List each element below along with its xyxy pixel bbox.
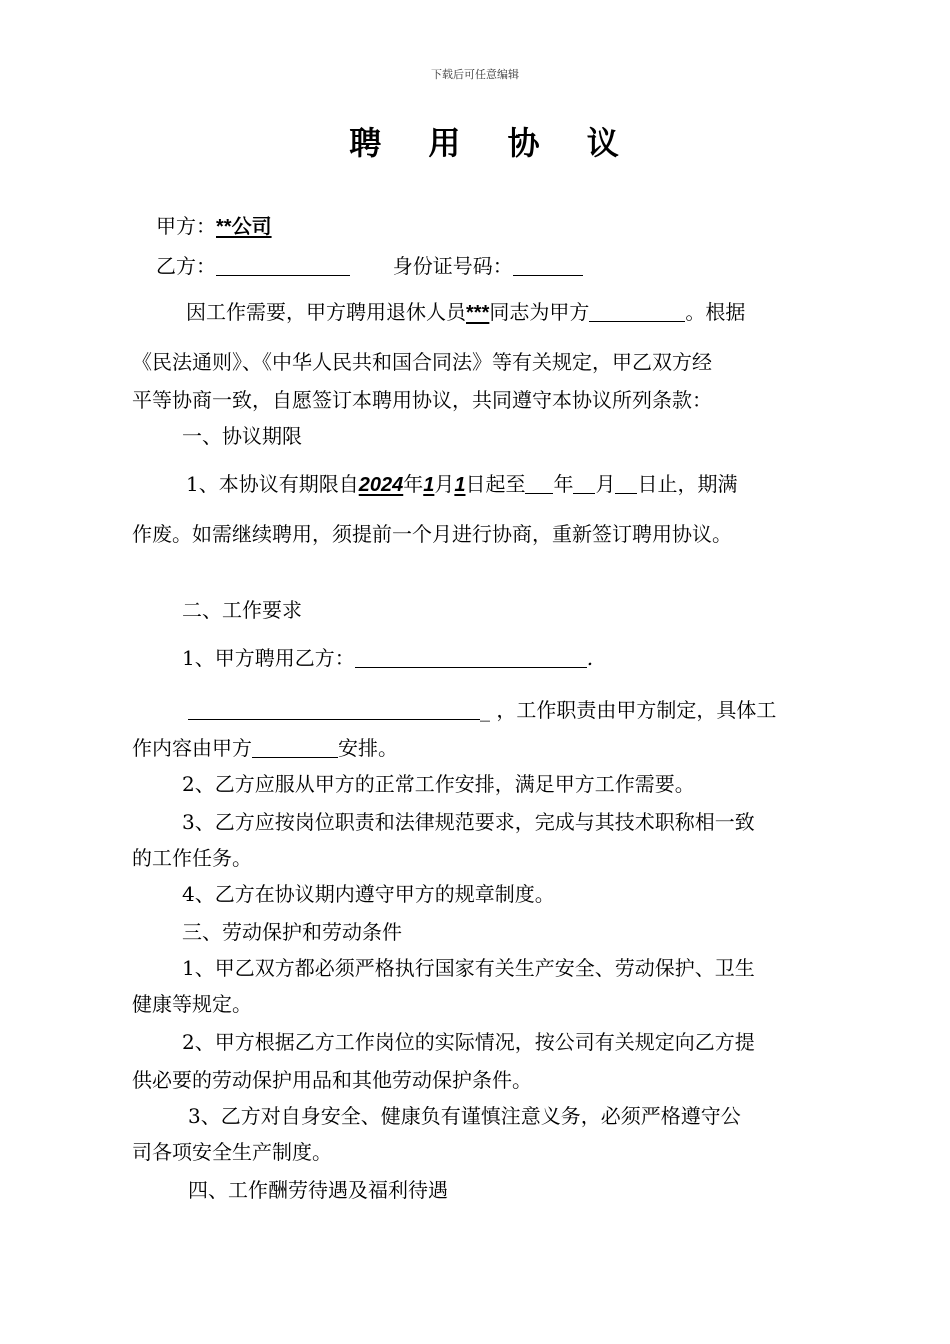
hire-line-3	[132, 734, 398, 762]
term-line-1	[186, 470, 737, 499]
hire-position-blank	[355, 647, 587, 668]
sec3-item-3-line-1: 3、乙方对自身安全、健康负有谨慎注意义务，必须严格遵守公	[188, 1104, 741, 1128]
party-a-line	[156, 212, 272, 241]
start-year: 2024	[358, 474, 404, 496]
intro-line-1	[186, 298, 745, 327]
sec3-item-1-line-2: 健康等规定。	[132, 992, 252, 1016]
sec2-item-3-line-1: 3、乙方应按岗位职责和法律规范要求，完成与其技术职称相一致	[182, 810, 755, 834]
section-1-heading: 一、协议期限	[182, 424, 302, 448]
sec2-item-4: 4、乙方在协议期内遵守甲方的规章制度。	[182, 882, 555, 906]
start-month: 1	[423, 474, 435, 496]
arrange-text: 安排。	[338, 736, 398, 760]
end-day-label: 日止，期满	[637, 472, 738, 496]
retiree-name: ***	[466, 302, 490, 324]
id-number-label: 身份证号码：	[392, 254, 513, 278]
section-3-heading: 三、劳动保护和劳动条件	[182, 920, 402, 944]
intro-text-a: 因工作需要，甲方聘用退休人员	[186, 300, 466, 324]
intro-text-b: 同志为甲方	[489, 300, 590, 324]
hire-text-tail: _ ，工作职责由甲方制定，具体工	[480, 698, 777, 722]
document-title: 聘 用 协 议	[349, 124, 637, 162]
end-day-blank	[615, 473, 637, 494]
arrange-blank	[252, 737, 338, 758]
sec3-item-2-line-1: 2、甲方根据乙方工作岗位的实际情况，按公司有关规定向乙方提	[182, 1030, 755, 1054]
term-text-a: 1、本协议有期限自	[186, 472, 359, 496]
sec3-item-2-line-2: 供必要的劳动保护用品和其他劳动保护条件。	[132, 1068, 532, 1092]
start-day: 1	[454, 474, 466, 496]
term-line-2: 作废。如需继续聘用，须提前一个月进行协商，重新签订聘用协议。	[132, 522, 732, 546]
intro-text-c: 。根据	[685, 300, 746, 324]
party-b-label: 乙方：	[156, 254, 216, 278]
hire-text-a: 1、甲方聘用乙方：	[182, 646, 355, 670]
end-year-blank	[525, 473, 553, 494]
party-a-value: **公司	[216, 216, 272, 238]
id-number-blank	[513, 255, 583, 276]
section-4-heading: 四、工作酬劳待遇及福利待遇	[188, 1178, 448, 1202]
section-2-heading: 二、工作要求	[182, 598, 302, 622]
position-blank	[589, 301, 685, 322]
month-label: 月	[434, 472, 455, 496]
hire-dot: .	[586, 646, 594, 670]
year-label: 年	[403, 472, 424, 496]
from-to-label: 日起至	[465, 472, 526, 496]
end-month-label: 月	[595, 472, 616, 496]
header-note: 下载后可任意编辑	[431, 68, 519, 81]
party-b-name-blank	[216, 255, 350, 276]
end-month-blank	[573, 473, 595, 494]
party-a-label: 甲方：	[156, 214, 216, 238]
intro-line-2: 《民法通则》、《中华人民共和国合同法》等有关规定，甲乙双方经	[132, 350, 712, 374]
party-b-line	[156, 252, 583, 280]
end-year-label: 年	[553, 472, 574, 496]
work-content-text: 作内容由甲方	[132, 736, 252, 760]
intro-line-3: 平等协商一致，自愿签订本聘用协议，共同遵守本协议所列条款：	[132, 388, 712, 412]
sec3-item-1-line-1: 1、甲乙双方都必须严格执行国家有关生产安全、劳动保护、卫生	[182, 956, 755, 980]
sec2-item-2: 2、乙方应服从甲方的正常工作安排，满足甲方工作需要。	[182, 772, 695, 796]
hire-line-2	[188, 696, 776, 724]
sec2-item-3-line-2: 的工作任务。	[132, 846, 252, 870]
sec3-item-3-line-2: 司各项安全生产制度。	[132, 1140, 332, 1164]
hire-line-1	[182, 644, 593, 672]
duty-blank	[188, 699, 480, 720]
